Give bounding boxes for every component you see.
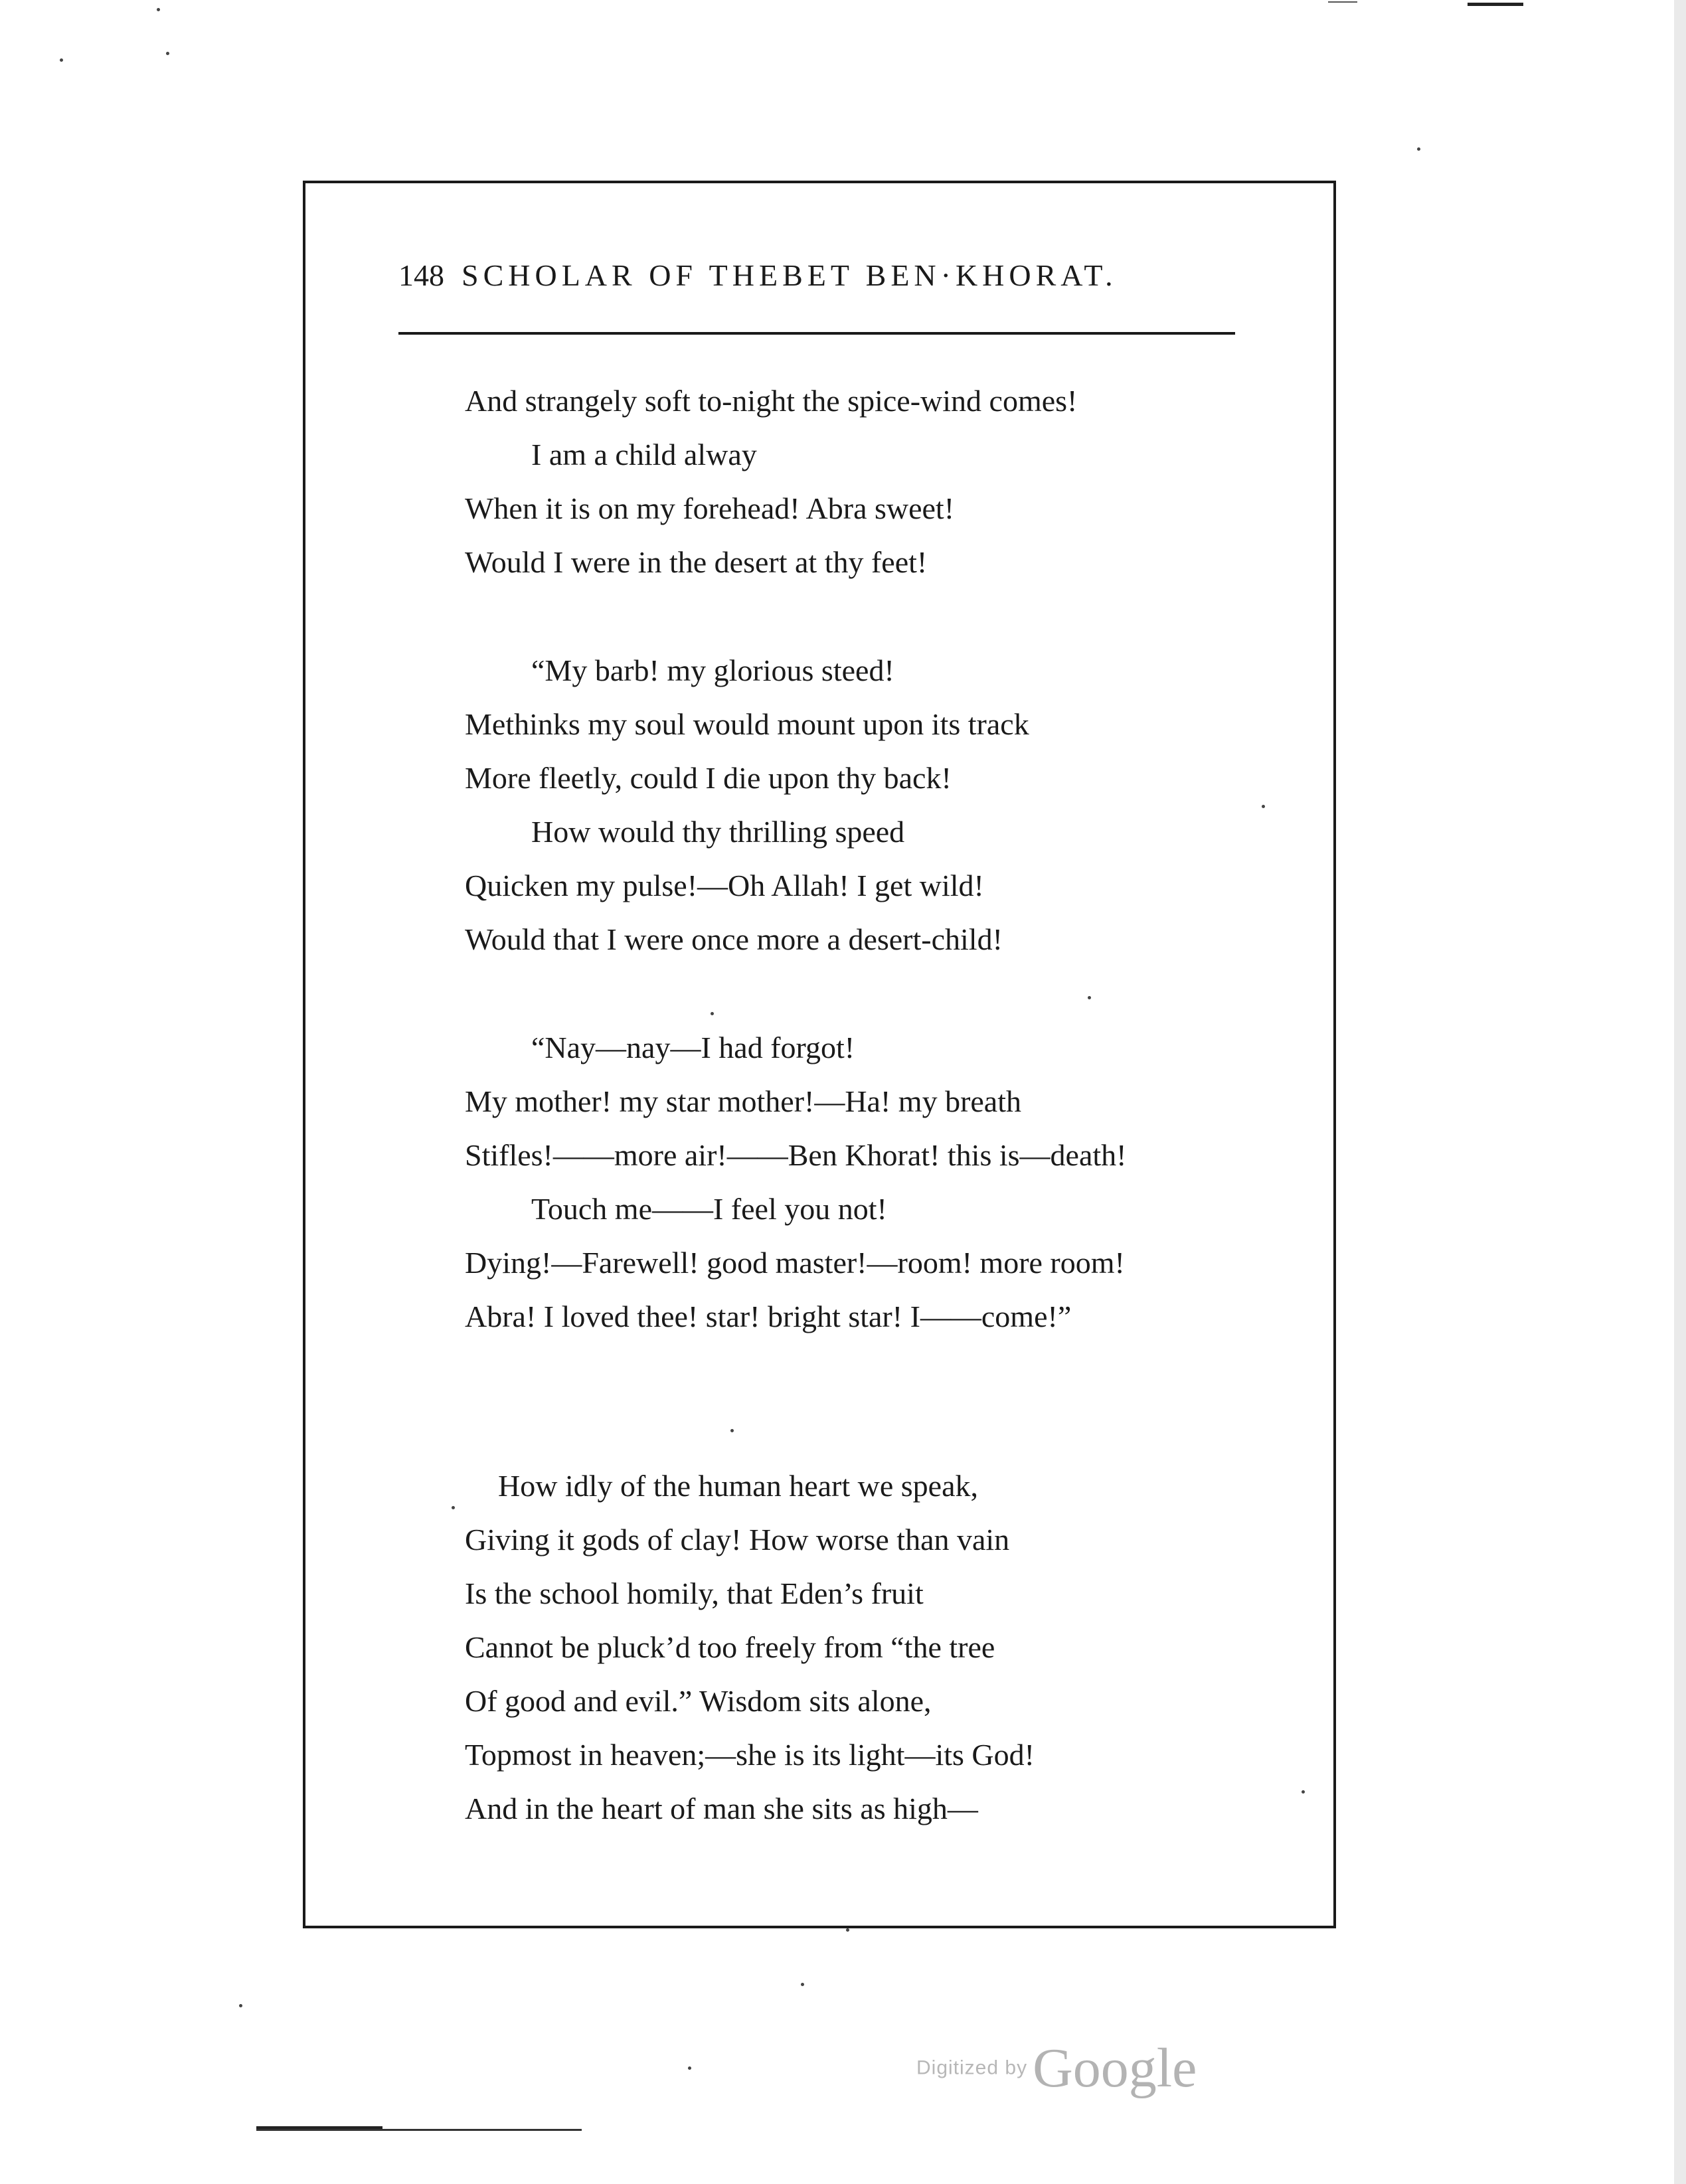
poem-line: My mother! my star mother!—Ha! my breath xyxy=(465,1084,1021,1118)
poem-line: Cannot be pluck’d too freely from “the tree xyxy=(465,1630,995,1664)
page-number: 148 xyxy=(398,258,444,292)
poem-line: More fleetly, could I die upon thy back! xyxy=(465,761,952,795)
scan-speck xyxy=(452,1506,455,1509)
poem-line: And strangely soft to-night the spice-wind comes! xyxy=(465,384,1078,418)
scan-speck xyxy=(801,1983,804,1986)
poem-line: Is the school homily, that Eden’s fruit xyxy=(465,1576,924,1610)
scan-speck xyxy=(846,1928,849,1932)
poem-line: “My barb! my glorious steed! xyxy=(531,653,894,687)
poem-line: Touch me——I feel you not! xyxy=(531,1192,887,1226)
scan-speck xyxy=(1262,805,1265,808)
poem-line: How idly of the human heart we speak, xyxy=(498,1469,979,1503)
scan-edge xyxy=(1674,0,1686,2184)
running-head xyxy=(398,258,1235,297)
scan-mark xyxy=(1328,1,1357,3)
scan-speck xyxy=(688,2066,691,2070)
scan-speck xyxy=(711,1012,714,1015)
poem-line: Would that I were once more a desert-child! xyxy=(465,922,1003,956)
poem-line: Abra! I loved thee! star! bright star! I——come!” xyxy=(465,1300,1072,1333)
scan-speck xyxy=(60,58,63,62)
poem-line: “Nay—nay—I had forgot! xyxy=(531,1031,855,1064)
footer-rule xyxy=(256,2129,582,2131)
header-rule xyxy=(398,332,1235,335)
scan-speck xyxy=(239,2004,242,2007)
poem-line: How would thy thrilling speed xyxy=(531,815,905,849)
running-title: SCHOLAR OF THEBET BEN·KHORAT. xyxy=(462,258,1118,292)
watermark-brand: Google xyxy=(1033,2037,1197,2099)
poem-line: Topmost in heaven;—she is its light—its God! xyxy=(465,1738,1035,1772)
watermark-prefix: Digitized by xyxy=(916,2057,1028,2079)
poem-line: And in the heart of man she sits as high— xyxy=(465,1792,978,1825)
scan-speck xyxy=(1302,1790,1305,1794)
poem-line: Dying!—Farewell! good master!—room! more room! xyxy=(465,1246,1125,1280)
scan-speck xyxy=(730,1429,734,1432)
poem-line: Of good and evil.” Wisdom sits alone, xyxy=(465,1684,932,1718)
poem-line: Giving it gods of clay! How worse than vain xyxy=(465,1523,1010,1556)
scan-speck xyxy=(1088,996,1091,999)
poem-line: Would I were in the desert at thy feet! xyxy=(465,545,928,579)
scan-speck xyxy=(157,8,160,11)
poem-line: Methinks my soul would mount upon its track xyxy=(465,707,1029,741)
poem-line: I am a child alway xyxy=(531,438,757,471)
poem-line: Quicken my pulse!—Oh Allah! I get wild! xyxy=(465,869,984,902)
poem-line: Stifles!——more air!——Ben Khorat! this is—death! xyxy=(465,1138,1127,1172)
scan-mark xyxy=(1468,3,1523,6)
digitized-watermark xyxy=(916,2036,1197,2100)
poem-line: When it is on my forehead! Abra sweet! xyxy=(465,491,955,525)
scan-speck xyxy=(1417,147,1420,151)
scan-speck xyxy=(166,52,169,55)
